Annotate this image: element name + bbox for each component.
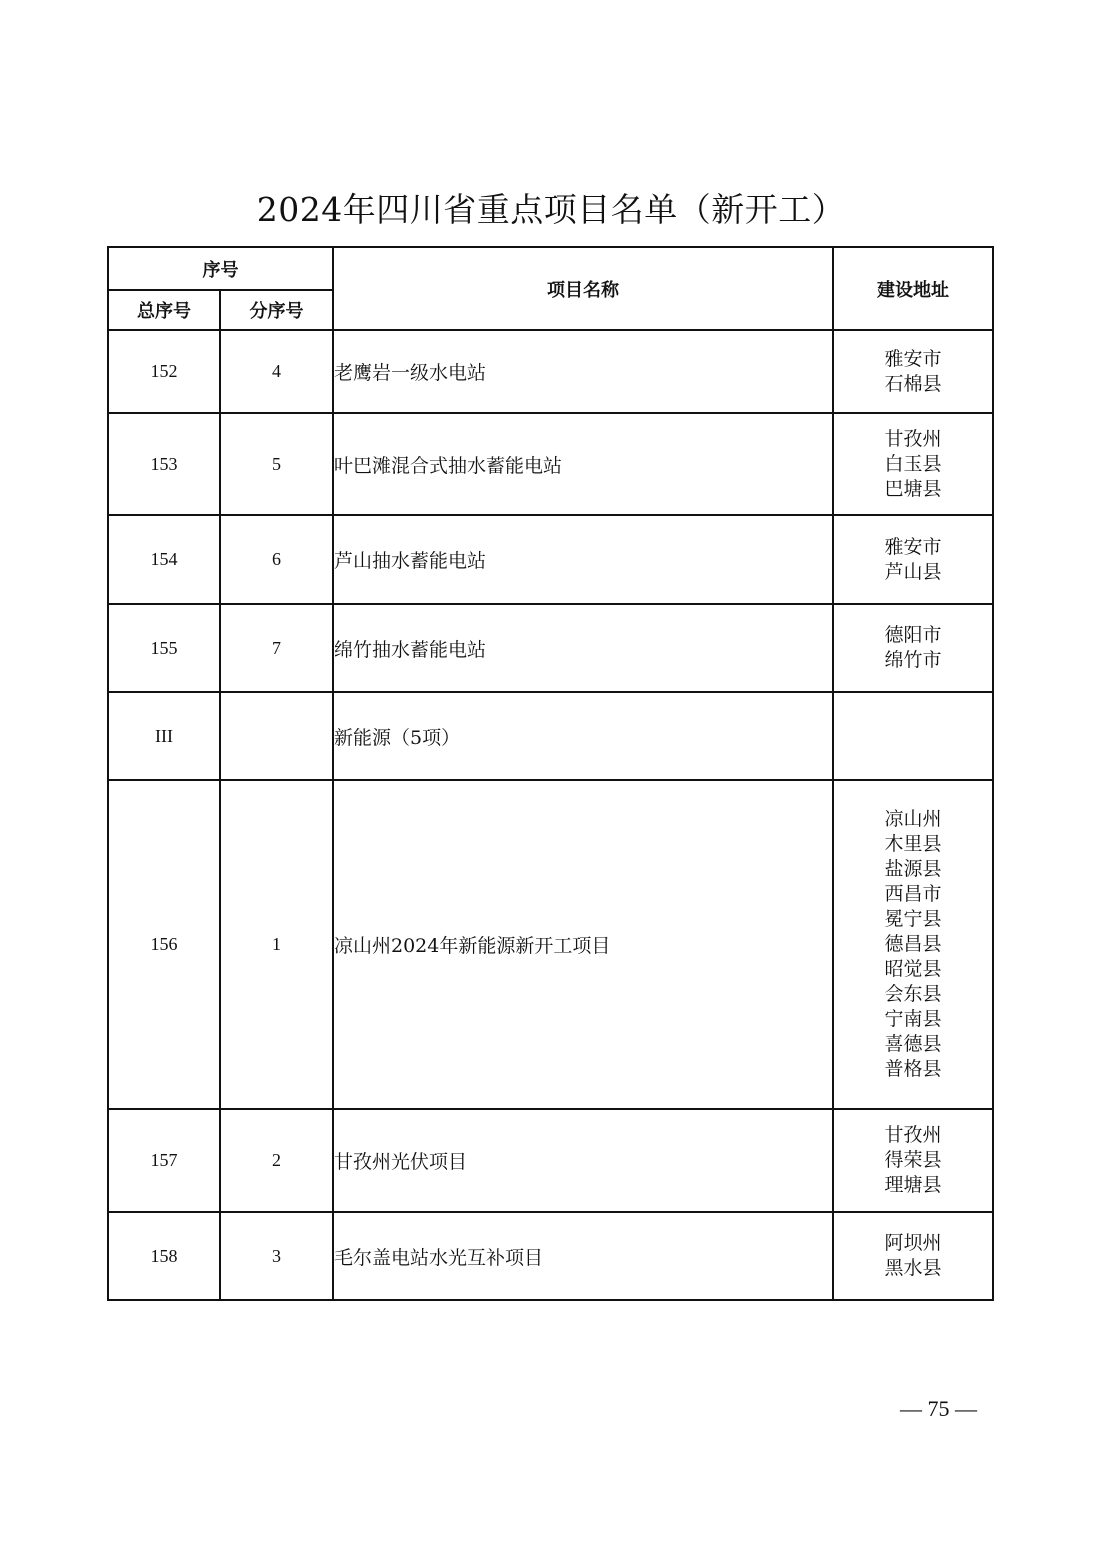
page-title: 2024年四川省重点项目名单（新开工） bbox=[256, 190, 846, 229]
location-line: 理塘县 bbox=[884, 1174, 942, 1196]
location-cell bbox=[833, 515, 993, 604]
total-no-cell: 153 bbox=[108, 413, 220, 515]
location-line: 喜德县 bbox=[884, 1033, 942, 1055]
total-no-cell: 155 bbox=[108, 604, 220, 692]
location-line: 石棉县 bbox=[884, 372, 942, 395]
sub-no-cell: 2 bbox=[220, 1109, 333, 1212]
location-cell bbox=[833, 1109, 993, 1212]
header-location: 建设地址 bbox=[833, 247, 993, 330]
project-name-cell: 毛尔盖电站水光互补项目 bbox=[333, 1212, 833, 1300]
location-line: 雅安市 bbox=[884, 535, 942, 558]
table-row bbox=[108, 604, 993, 692]
location-cell bbox=[833, 413, 993, 515]
location-line: 芦山县 bbox=[884, 560, 942, 583]
project-name-cell: 老鹰岩一级水电站 bbox=[333, 330, 833, 413]
total-no-cell: 152 bbox=[108, 330, 220, 413]
location-line: 木里县 bbox=[884, 833, 942, 855]
sub-no-cell: 5 bbox=[220, 413, 333, 515]
project-name-cell: 绵竹抽水蓄能电站 bbox=[333, 604, 833, 692]
total-no-cell: 157 bbox=[108, 1109, 220, 1212]
location-line: 宁南县 bbox=[884, 1008, 942, 1030]
location-line: 甘孜州 bbox=[884, 427, 942, 450]
header-project-name: 项目名称 bbox=[333, 247, 833, 330]
sub-no-cell: 1 bbox=[220, 780, 333, 1109]
section-name-cell: 新能源（5项） bbox=[333, 692, 833, 780]
location-line: 普格县 bbox=[884, 1058, 942, 1080]
location-line: 盐源县 bbox=[884, 858, 942, 880]
location-line: 德昌县 bbox=[884, 933, 942, 955]
header-sub-no: 分序号 bbox=[220, 290, 333, 330]
table-row bbox=[108, 413, 993, 515]
table-row bbox=[108, 330, 993, 413]
sub-no-cell: 3 bbox=[220, 1212, 333, 1300]
location-line: 绵竹市 bbox=[884, 649, 942, 671]
section-no-cell: III bbox=[108, 692, 220, 780]
total-no-cell: 156 bbox=[108, 780, 220, 1109]
location-line: 冕宁县 bbox=[884, 908, 942, 930]
location-line: 西昌市 bbox=[884, 883, 942, 905]
location-line: 凉山州 bbox=[884, 808, 942, 830]
location-line: 雅安市 bbox=[884, 347, 942, 370]
location-line: 阿坝州 bbox=[884, 1232, 942, 1254]
location-line: 昭觉县 bbox=[884, 958, 942, 980]
location-line: 德阳市 bbox=[884, 624, 942, 646]
table-row bbox=[108, 515, 993, 604]
table-row bbox=[108, 1109, 993, 1212]
project-name-cell: 凉山州2024年新能源新开工项目 bbox=[333, 780, 833, 1109]
project-table bbox=[107, 246, 994, 1301]
project-name-cell: 芦山抽水蓄能电站 bbox=[333, 515, 833, 604]
location-line: 白玉县 bbox=[884, 452, 942, 475]
header-seq-group: 序号 bbox=[108, 247, 333, 290]
project-name-cell: 甘孜州光伏项目 bbox=[333, 1109, 833, 1212]
location-cell bbox=[833, 330, 993, 413]
table-row bbox=[108, 1212, 993, 1300]
location-line: 黑水县 bbox=[884, 1257, 942, 1279]
total-no-cell: 154 bbox=[108, 515, 220, 604]
header-total-no: 总序号 bbox=[108, 290, 220, 330]
sub-no-cell: 7 bbox=[220, 604, 333, 692]
location-line: 甘孜州 bbox=[884, 1124, 942, 1146]
location-line: 会东县 bbox=[884, 983, 942, 1005]
page-number: — 75 — bbox=[900, 1396, 977, 1421]
section-row bbox=[108, 692, 993, 780]
location-cell bbox=[833, 780, 993, 1109]
location-line: 得荣县 bbox=[884, 1149, 942, 1171]
location-line: 巴塘县 bbox=[884, 477, 942, 500]
sub-no-cell: 6 bbox=[220, 515, 333, 604]
sub-no-cell: 4 bbox=[220, 330, 333, 413]
project-name-cell: 叶巴滩混合式抽水蓄能电站 bbox=[333, 413, 833, 515]
location-cell bbox=[833, 692, 993, 780]
total-no-cell: 158 bbox=[108, 1212, 220, 1300]
sub-no-cell bbox=[220, 692, 333, 780]
table-row bbox=[108, 780, 993, 1109]
location-cell bbox=[833, 1212, 993, 1300]
location-cell bbox=[833, 604, 993, 692]
